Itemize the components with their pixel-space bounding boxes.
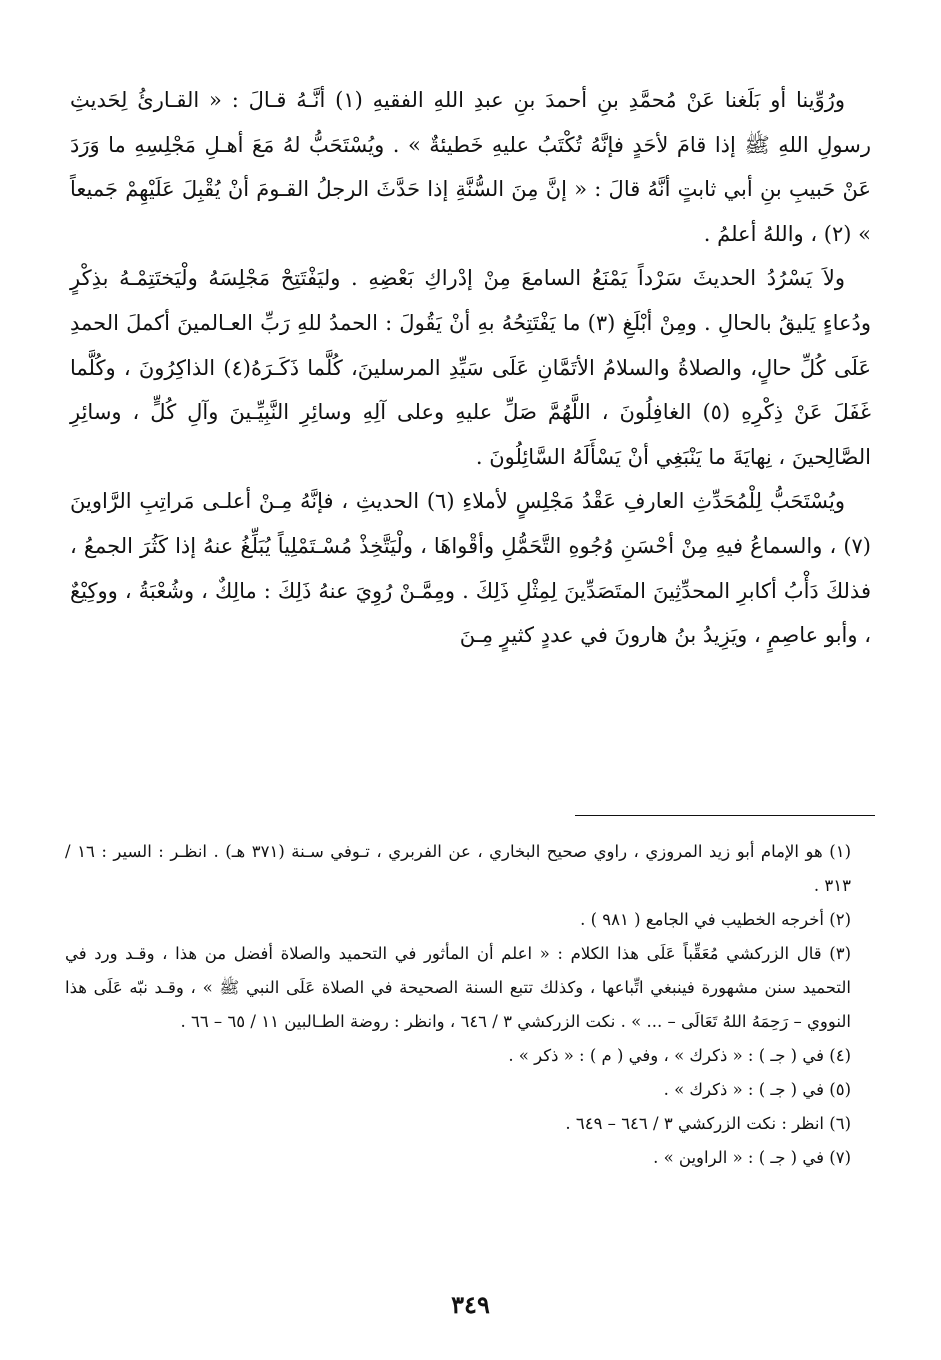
footnotes xyxy=(65,835,851,1175)
footnote-3: (٣) قال الزركشي مُعَقِّباً عَلَى هذا الكلام : « اعلم أن المأثور في التحميد والصلاة أفضل من هذا ، وقـد ورد في التحميد سنن مشهورة فينبغي اتِّباعها ، وكذلك تتبع السنة الصحيحة في الصلاة عَلَى النبي ﷺ » ، وقـد نبّه عَلَى هذا النووي – رَحِمَهُ اللهُ تَعَالَى – ... » . نكت الزركشي ٣ / ٦٤٦ ، وانظر : روضة الطـالبين ١١ / ٦٥ – ٦٦ . xyxy=(65,944,851,1031)
main-text xyxy=(70,78,871,658)
footnote-7: (٧) في ( جـ ) : « الراوين » . xyxy=(653,1148,851,1167)
footnote-separator xyxy=(575,815,875,816)
paragraph-2: ولاَ يَسْرُدُ الحديثَ سَرْداً يَمْنَعُ السامعَ مِنْ إدْراكِ بَعْضِهِ . وليَفْتَتِحْ مَجْلِسَهُ ولْيَختَتِمْـهُ بذِكْرٍ ودُعاءٍ يَليقُ بالحالِ . ومِنْ أبْلَغِ (٣) ما يَفْتَتِحُهُ بهِ أنْ يَقُولَ : الحمدُ للهِ رَبِّ العـالمينَ أكملَ الحمدِ عَلَى كُلِّ حالٍ، والصلاةُ والسلامُ الأتَمَّانِ عَلَى سَيِّدِ المرسلينَ، كُلَّما ذَكَـرَهُ(٤) الذاكِرُونَ ، وكُلَّما غَفَلَ عَنْ ذِكْرِهِ (٥) الغافِلُونَ ، اللَّهُمَّ صَلِّ عليهِ وعلى آلِهِ وسائِرِ النَّبِيِّـينَ وآلِ كُلٍّ ، وسائِرِ الصَّالِحينَ ، نِهايَةَ ما يَنْبَغِي أنْ يَسْأَلَهُ السَّائِلُونَ . xyxy=(70,266,872,469)
footnote-1: (١) هو الإمام أبو زيد المروزي ، راوي صحيح البخاري ، عن الفربري ، تـوفي سـنة (٣٧١ هـ) . انظـر : السير : ١٦ / ٣١٣ . xyxy=(65,842,851,895)
footnote-4: (٤) في ( جـ ) : « ذكرك » ، وفي ( م ) : « ذكر » . xyxy=(508,1046,851,1065)
paragraph-1: ورُوِّينا أو بَلَغنا عَنْ مُحمَّدِ بنِ أحمدَ بنِ عبدِ اللهِ الفقيهِ (١) أنَّـهُ قـالَ : « القـارئُ لِحَديثِ رسولِ اللهِ ﷺ إذا قامَ لأحَدٍ فإنَّهُ تُكْتَبُ عليهِ خَطيئةٌ » . ويُسْتَحَبُّ لهُ مَعَ أهـلِ مَجْلِسِهِ ما وَرَدَ عَنْ حَبيبِ بنِ أبي ثابتٍ أنَّهُ قالَ : « إنَّ مِنَ السُّنَّةِ إذا حَدَّثَ الرجلُ القـومَ أنْ يُقْبِلَ عَلَيْهِمْ جَميعاً » (٢) ، واللهُ أعلمُ . xyxy=(70,88,871,246)
footnote-6: (٦) انظر : نكت الزركشي ٣ / ٦٤٦ – ٦٤٩ . xyxy=(565,1114,851,1133)
paragraph-3: ويُسْتَحَبُّ لِلْمُحَدِّثِ العارفِ عَقْدُ مَجْلِسٍ لأملاءِ (٦) الحديثِ ، فإنَّهُ مِـنْ أعلـى مَراتِبِ الرَّاوينَ (٧) ، والسماعُ فيهِ مِنْ أحْسَنِ وُجُوهِ التَّحَمُّلِ وأقْواهَا ، ولْيَتَّخِذْ مُسْـتَمْلِياً يُبَلِّغُ عنهُ إذا كَثُرَ الجمعُ ، فذلكَ دَأْبُ أكابرِ المحدِّثِينَ المتَصَدِّينَ لِمِثْلِ ذَلِكَ . ومِمَّـنْ رُوِيَ عنهُ ذَلِكَ : مالِكٌ ، وشُعْبَةُ ، ووكِيْعٌ ، وأبو عاصِمٍ ، ويَزِيدُ بنُ هارونَ في عددٍ كثيرٍ مِـنَ xyxy=(70,489,871,648)
page-number: ٣٤٩ xyxy=(451,1290,490,1319)
footnote-5: (٥) في ( جـ ) : « ذكرك » . xyxy=(663,1080,851,1099)
footnote-2: (٢) أخرجه الخطيب في الجامع ( ٩٨١ ) . xyxy=(580,910,851,929)
